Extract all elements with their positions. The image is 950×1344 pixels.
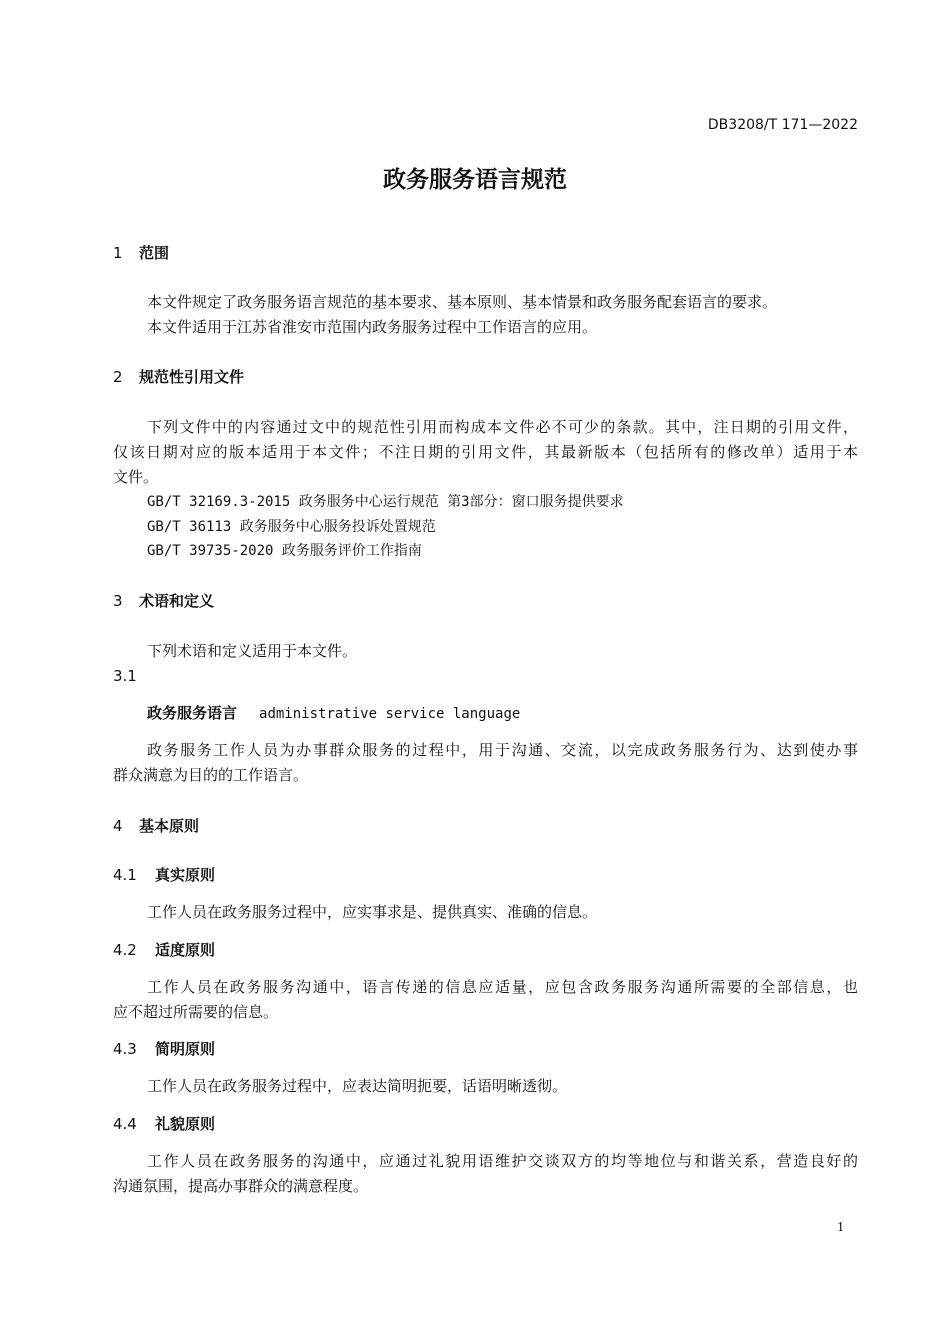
paragraph: 本文件规定了政务服务语言规范的基本要求、基本原则、基本情景和政务服务配套语言的要求。	[147, 293, 778, 311]
paragraph: 沟通氛围，提高办事群众的满意程度。	[113, 1177, 369, 1195]
subsection-heading: 4.3 简明原则	[113, 1040, 216, 1058]
section-2-heading: 2 规范性引用文件	[113, 368, 245, 386]
paragraph: 工作人员在政务服务过程中，应实事求是、提供真实、准确的信息。	[147, 903, 598, 921]
reference: GB/T 36113 政务服务中心服务投诉处置规范	[147, 519, 436, 535]
paragraph: 仅该日期对应的版本适用于本文件；不注日期的引用文件，其最新版本（包括所有的修改单）适用于本	[113, 443, 858, 461]
subsection-heading: 4.1 真实原则	[113, 866, 216, 884]
subsection-number: 3.1	[113, 667, 137, 685]
reference: GB/T 32169.3-2015 政务服务中心运行规范 第3部分：窗口服务提供要求	[147, 494, 624, 510]
paragraph: 文件。	[113, 468, 159, 486]
paragraph: 本文件适用于江苏省淮安市范围内政务服务过程中工作语言的应用。	[147, 318, 598, 336]
section-3-heading: 3 术语和定义	[113, 592, 215, 610]
page-number: 1	[837, 1220, 844, 1235]
term: 政务服务语言 administrative service language	[147, 704, 521, 722]
paragraph: 工作人员在政务服务的沟通中，应通过礼貌用语维护交谈双方的均等地位与和谐关系，营造良好的	[147, 1152, 858, 1170]
page-title: 政务服务语言规范	[383, 167, 567, 193]
reference: GB/T 39735-2020 政务服务评价工作指南	[147, 543, 422, 559]
subsection-heading: 4.4 礼貌原则	[113, 1115, 216, 1133]
section-4-heading: 4 基本原则	[113, 817, 200, 835]
paragraph: 工作人员在政务服务沟通中，语言传递的信息应适量，应包含政务服务沟通所需要的全部信息，也	[147, 978, 858, 996]
definition: 群众满意为目的的工作语言。	[113, 766, 309, 784]
subsection-heading: 4.2 适度原则	[113, 941, 216, 959]
section-1-heading: 1 范围	[113, 244, 170, 262]
paragraph: 应不超过所需要的信息。	[113, 1003, 279, 1021]
definition: 政务服务工作人员为办事群众服务的过程中，用于沟通、交流，以完成政务服务行为、达到使办事	[147, 741, 858, 759]
doc-code: DB3208/T 171—2022	[707, 117, 858, 133]
paragraph: 下列文件中的内容通过文中的规范性引用而构成本文件必不可少的条款。其中，注日期的引用文件，	[147, 418, 858, 436]
paragraph: 下列术语和定义适用于本文件。	[147, 642, 358, 660]
paragraph: 工作人员在政务服务过程中，应表达简明扼要，话语明晰透彻。	[147, 1077, 568, 1095]
